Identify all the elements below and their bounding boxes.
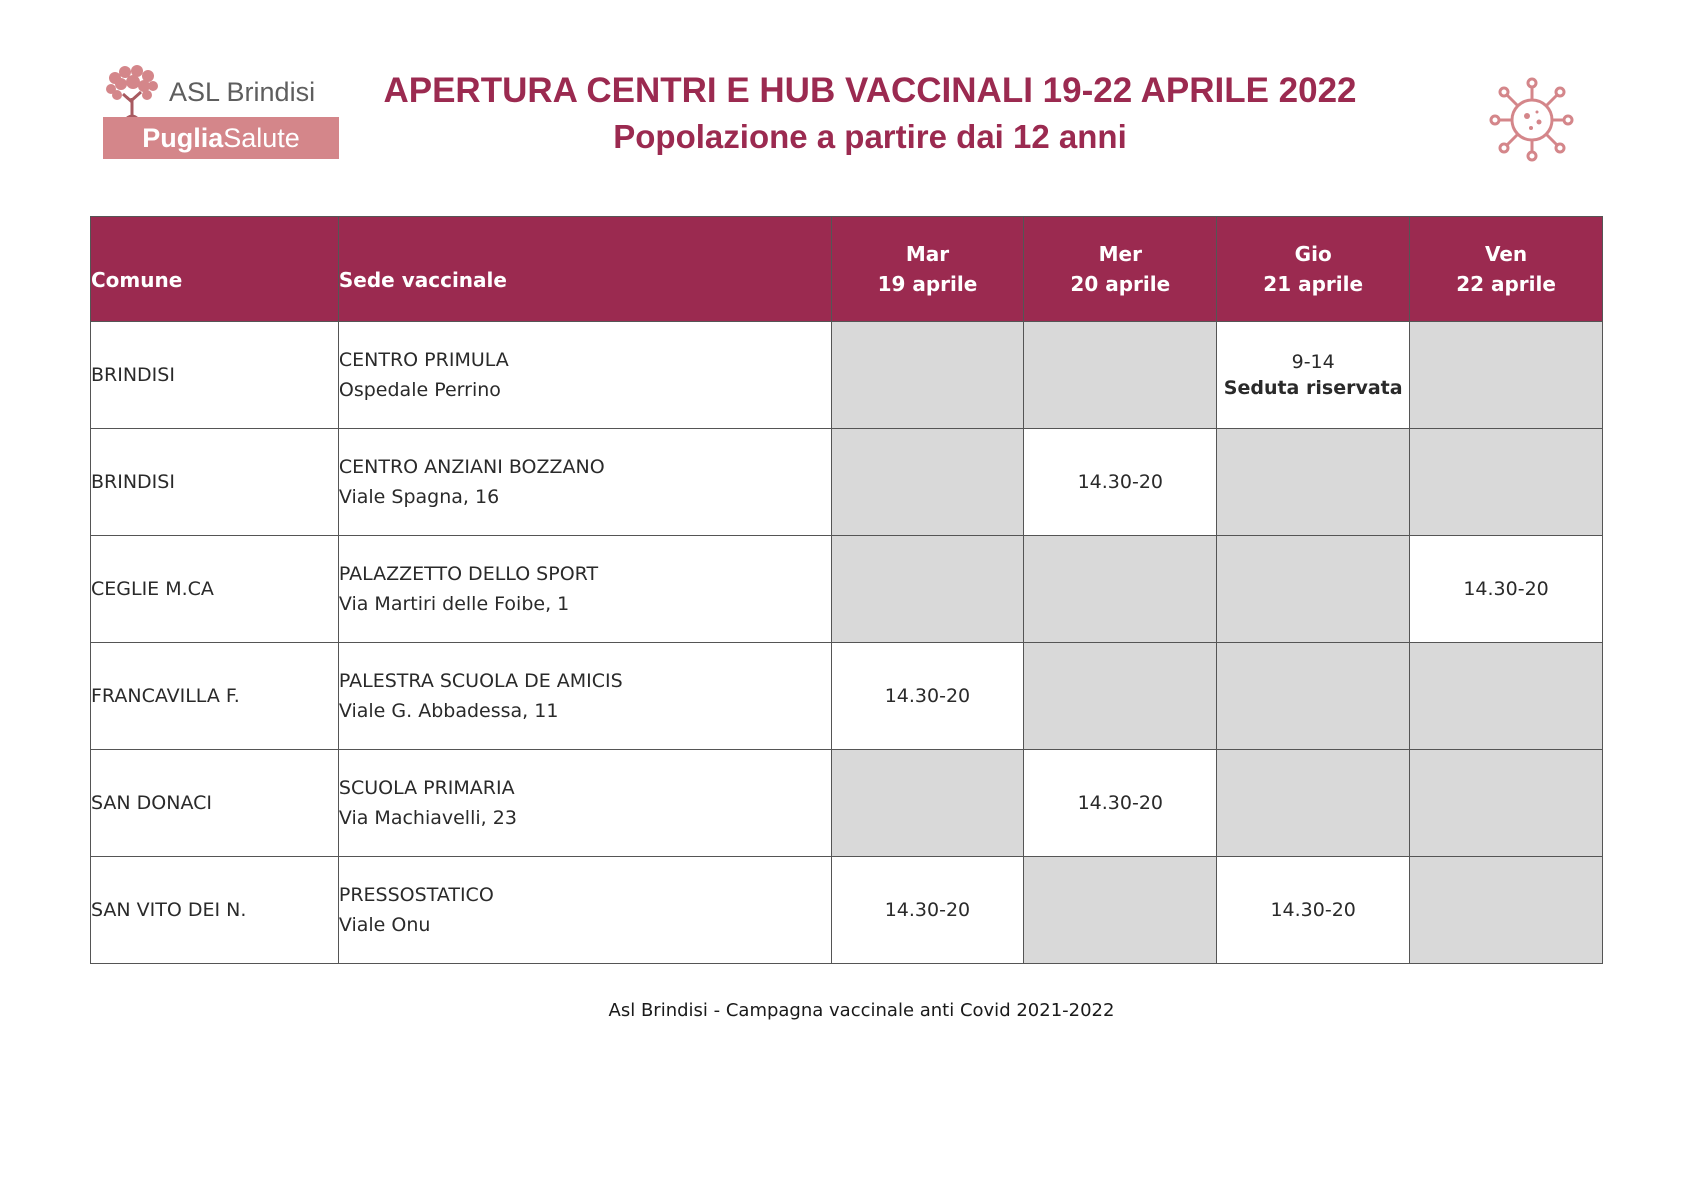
cell-slot-closed: [1410, 857, 1603, 964]
cell-slot-closed: [1217, 643, 1410, 750]
header-day-mer: [1024, 217, 1217, 322]
cell-sede: [338, 536, 831, 643]
table-row: [91, 643, 1603, 750]
header-day-gio: [1217, 217, 1410, 322]
page-title: APERTURA CENTRI E HUB VACCINALI 19-22 APRILE 2022: [383, 71, 1357, 110]
slot-time: 9-14: [1291, 351, 1335, 373]
sede-name: SCUOLA PRIMARIA: [338, 777, 515, 799]
cell-comune: FRANCAVILLA F.: [91, 643, 339, 750]
slot-time: 14.30-20: [1077, 792, 1164, 814]
cell-slot-closed: [1024, 536, 1217, 643]
sede-name: CENTRO ANZIANI BOZZANO: [338, 456, 605, 478]
header-day-name: Gio: [1294, 242, 1332, 266]
header-sede: [338, 217, 831, 322]
cell-comune: SAN VITO DEI N.: [91, 857, 339, 964]
sede-address: Via Machiavelli, 23: [338, 807, 517, 829]
header-day-name: Ven: [1484, 242, 1528, 266]
page-header: [340, 68, 1400, 160]
header-day-mar: [831, 217, 1024, 322]
cell-slot-closed: [1410, 322, 1603, 429]
cell-slot-closed: [1024, 322, 1217, 429]
cell-slot-closed: [1217, 750, 1410, 857]
sede-name: PALAZZETTO DELLO SPORT: [338, 563, 599, 585]
header-day-date: 21 aprile: [1263, 272, 1364, 296]
table-row: [91, 857, 1603, 964]
cell-slot-closed: [1024, 857, 1217, 964]
table-row: [91, 536, 1603, 643]
cell-slot-closed: [831, 322, 1024, 429]
cell-comune: BRINDISI: [91, 322, 339, 429]
sede-name: PRESSOSTATICO: [338, 884, 494, 906]
cell-sede: [338, 750, 831, 857]
header-day-ven: [1410, 217, 1603, 322]
table-row: [91, 322, 1603, 429]
cell-comune: CEGLIE M.CA: [91, 536, 339, 643]
cell-slot-closed: [831, 750, 1024, 857]
cell-sede: [338, 322, 831, 429]
cell-sede: [338, 643, 831, 750]
header-day-name: Mar: [905, 242, 950, 266]
header-day-date: 19 aprile: [877, 272, 978, 296]
cell-slot-closed: [1024, 643, 1217, 750]
cell-slot-closed: [1217, 429, 1410, 536]
table-row: [91, 429, 1603, 536]
table-header-row: [91, 217, 1603, 322]
slot-time: 14.30-20: [884, 685, 971, 707]
cell-slot-closed: [1410, 429, 1603, 536]
sede-address: Ospedale Perrino: [338, 379, 501, 401]
slot-note: Seduta riservata: [1223, 377, 1403, 399]
schedule-table: [90, 216, 1603, 964]
sede-address: Via Martiri delle Foibe, 1: [338, 593, 570, 615]
sede-address: Viale G. Abbadessa, 11: [338, 700, 559, 722]
cell-slot-closed: [831, 536, 1024, 643]
cell-slot-open: [831, 643, 1024, 750]
header-comune-label: Comune: [91, 268, 183, 292]
cell-sede: [338, 429, 831, 536]
asl-logo: [103, 64, 339, 160]
virus-icon: [1487, 76, 1577, 162]
cell-slot-closed: [1217, 536, 1410, 643]
cell-comune: SAN DONACI: [91, 750, 339, 857]
sede-name: PALESTRA SCUOLA DE AMICIS: [338, 670, 623, 692]
slot-time: 14.30-20: [1077, 471, 1164, 493]
cell-slot-open: [1024, 429, 1217, 536]
cell-comune: BRINDISI: [91, 429, 339, 536]
cell-slot-closed: [831, 429, 1024, 536]
logo-asl-text: ASL Brindisi: [169, 77, 316, 107]
logo-salute: Salute: [223, 123, 300, 153]
logo-puglia-salute: [103, 117, 339, 159]
cell-slot-open: [1410, 536, 1603, 643]
cell-slot-open: [1217, 322, 1410, 429]
header-sede-label: Sede vaccinale: [338, 268, 507, 292]
tree-icon: [103, 64, 161, 118]
cell-slot-closed: [1410, 750, 1603, 857]
sede-name: CENTRO PRIMULA: [338, 349, 509, 371]
cell-slot-open: [1024, 750, 1217, 857]
logo-puglia: Puglia: [142, 123, 224, 153]
footer-text: Asl Brindisi - Campagna vaccinale anti Covid 2021-2022: [608, 1000, 1115, 1021]
page-subtitle: Popolazione a partire dai 12 anni: [613, 118, 1127, 155]
slot-time: 14.30-20: [884, 899, 971, 921]
header-day-date: 20 aprile: [1070, 272, 1171, 296]
slot-time: 14.30-20: [1270, 899, 1356, 921]
table-row: [91, 750, 1603, 857]
header-comune: [91, 217, 339, 322]
cell-slot-closed: [1410, 643, 1603, 750]
header-day-name: Mer: [1098, 242, 1142, 266]
cell-sede: [338, 857, 831, 964]
sede-address: Viale Spagna, 16: [338, 486, 500, 508]
cell-slot-open: [1217, 857, 1410, 964]
slot-time: 14.30-20: [1463, 578, 1549, 600]
sede-address: Viale Onu: [338, 914, 431, 936]
cell-slot-open: [831, 857, 1024, 964]
header-day-date: 22 aprile: [1456, 272, 1556, 296]
